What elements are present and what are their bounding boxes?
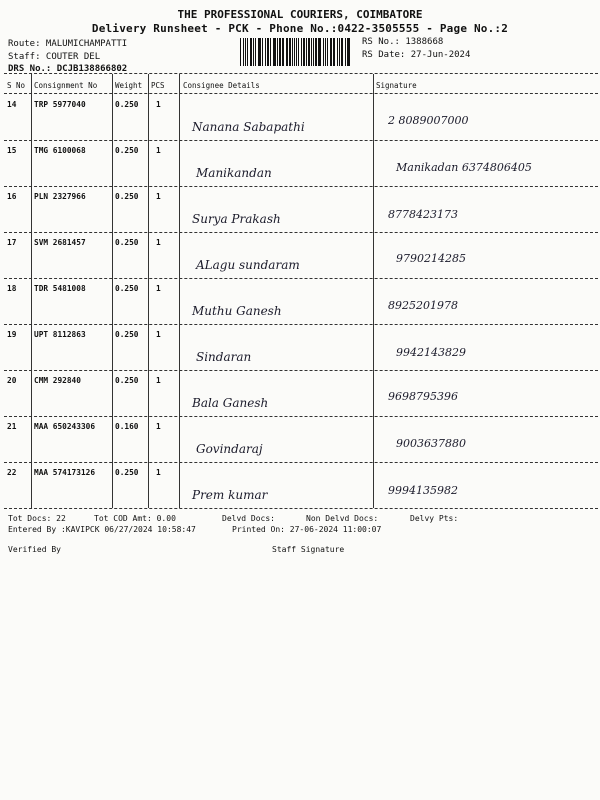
barcode-bar <box>319 38 321 66</box>
barcode-bar <box>282 38 283 66</box>
barcode-bar <box>245 38 246 66</box>
meta-right <box>362 36 470 61</box>
non-delivered-docs: Non Delvd Docs: <box>306 514 379 523</box>
consignee-handwriting: Surya Prakash <box>192 212 281 226</box>
row-divider <box>4 370 598 371</box>
row-divider <box>4 186 598 187</box>
header-bottom-rule <box>4 93 598 94</box>
cell-weight: 0.250 <box>115 330 139 339</box>
col-consignment: Consignment No <box>34 81 98 90</box>
barcode-bar <box>318 38 319 66</box>
signature-handwriting: 9790214285 <box>396 252 466 265</box>
delivery-points: Delvy Pts: <box>410 514 459 523</box>
barcode-bar <box>253 38 254 66</box>
cell-sno: 19 <box>7 330 17 339</box>
printed-on: Printed On: 27-06-2024 11:00:07 <box>232 525 382 534</box>
rs-date: RS Date: 27-Jun-2024 <box>362 49 471 60</box>
col-signature: Signature <box>376 81 417 90</box>
barcode-bar <box>315 38 316 66</box>
cell-sno: 14 <box>7 100 17 109</box>
drs-number: DRS No.: DCJB138866802 <box>8 64 128 74</box>
barcode-bar <box>311 38 312 66</box>
signature-handwriting: 9994135982 <box>388 484 458 497</box>
row-divider <box>4 278 598 279</box>
cell-sno: 18 <box>7 284 17 293</box>
cell-consignment: TDR 5481008 <box>34 284 86 293</box>
barcode-bar <box>274 38 275 66</box>
consignee-handwriting: Manikandan <box>196 166 272 180</box>
barcode-bar <box>273 38 274 66</box>
cell-sno: 16 <box>7 192 17 201</box>
delivered-docs: Delvd Docs: <box>222 514 275 523</box>
barcode-bar <box>327 38 328 66</box>
cell-weight: 0.250 <box>115 100 139 109</box>
barcode-bar <box>337 38 338 66</box>
table-bottom-rule <box>4 508 598 509</box>
col-pcs: PCS <box>151 81 165 90</box>
barcode-bar <box>296 38 297 66</box>
barcode-bar <box>247 38 248 66</box>
barcode-bar <box>334 38 335 66</box>
cell-consignment: SVM 2681457 <box>34 238 86 247</box>
row-divider <box>4 324 598 325</box>
barcode-bar <box>250 38 252 66</box>
cell-consignment: MAA 650243306 <box>34 422 96 431</box>
consignee-handwriting: Govindaraj <box>196 442 263 456</box>
barcode-bar <box>301 38 302 66</box>
signature-handwriting: 2 8089007000 <box>388 114 469 127</box>
cell-sno: 17 <box>7 238 17 247</box>
cell-consignment: CMM 292840 <box>34 376 81 385</box>
barcode-bar <box>259 38 260 66</box>
cell-weight: 0.250 <box>115 238 139 247</box>
row-divider <box>4 232 598 233</box>
cell-weight: 0.250 <box>115 376 139 385</box>
row-divider <box>4 140 598 141</box>
cell-pcs: 1 <box>156 468 161 477</box>
barcode-bar <box>306 38 307 66</box>
cell-weight: 0.250 <box>115 192 139 201</box>
cell-pcs: 1 <box>156 376 161 385</box>
signature-handwriting: 9942143829 <box>396 346 466 359</box>
barcode-bar <box>267 38 269 66</box>
barcode-bar <box>270 38 271 66</box>
barcode-bar <box>289 38 290 66</box>
barcode <box>240 38 352 66</box>
barcode-bar <box>308 38 309 66</box>
staff-signature: Staff Signature <box>272 545 345 554</box>
barcode-bar <box>255 38 256 66</box>
barcode-bar <box>286 38 288 66</box>
consignee-handwriting: Nanana Sabapathi <box>192 120 305 134</box>
barcode-bar <box>341 38 343 66</box>
cell-weight: 0.160 <box>115 422 139 431</box>
cell-consignment: UPT 8112863 <box>34 330 86 339</box>
consignee-handwriting: Prem kumar <box>192 488 268 502</box>
cell-pcs: 1 <box>156 238 161 247</box>
cell-sno: 20 <box>7 376 17 385</box>
cell-pcs: 1 <box>156 100 161 109</box>
cell-weight: 0.250 <box>115 284 139 293</box>
cell-sno: 21 <box>7 422 17 431</box>
barcode-bar <box>348 38 349 66</box>
verified-by: Verified By <box>8 545 61 554</box>
barcode-bar <box>277 38 278 66</box>
barcode-bar <box>303 38 305 66</box>
consignee-handwriting: Bala Ganesh <box>192 396 269 410</box>
runsheet-title: Delivery Runsheet - PCK - Phone No.:0422-3505555 - Page No.:2 <box>91 22 509 35</box>
barcode-bar <box>294 38 295 66</box>
barcode-bar <box>339 38 340 66</box>
cell-sno: 22 <box>7 468 17 477</box>
barcode-bar <box>279 38 280 66</box>
barcode-bar <box>292 38 293 66</box>
consignee-handwriting: Sindaran <box>196 350 252 364</box>
cell-pcs: 1 <box>156 330 161 339</box>
cell-sno: 15 <box>7 146 17 155</box>
barcode-bar <box>323 38 324 66</box>
route-text: Route: MALUMICHAMPATTI <box>8 39 128 49</box>
barcode-bar <box>330 38 331 66</box>
cell-pcs: 1 <box>156 192 161 201</box>
col-consignee: Consignee Details <box>183 81 260 90</box>
cell-pcs: 1 <box>156 284 161 293</box>
header-top-rule <box>4 73 598 74</box>
cell-consignment: TMG 6100068 <box>34 146 86 155</box>
barcode-bar <box>265 38 266 66</box>
entered-by: Entered By :KAVIPCK 06/27/2024 10:58:47 <box>8 525 196 534</box>
cell-consignment: MAA 574173126 <box>34 468 96 477</box>
barcode-bar <box>283 38 284 66</box>
row-divider <box>4 416 598 417</box>
barcode-bar <box>298 38 299 66</box>
consignee-handwriting: ALagu sundaram <box>196 258 300 272</box>
barcode-bar <box>243 38 244 66</box>
signature-handwriting: 9698795396 <box>388 390 458 403</box>
signature-handwriting: 8778423173 <box>388 208 458 221</box>
company-name: THE PROFESSIONAL COURIERS, COIMBATORE <box>177 8 423 21</box>
meta-left <box>8 38 127 76</box>
total-docs: Tot Docs: 22 <box>8 514 66 523</box>
total-cod: Tot COD Amt: 0.00 <box>94 514 176 523</box>
barcode-bar <box>325 38 326 66</box>
cell-weight: 0.250 <box>115 468 139 477</box>
barcode-bar <box>262 38 263 66</box>
barcode-bar <box>333 38 334 66</box>
barcode-bar <box>347 38 348 66</box>
signature-handwriting: Manikadan 6374806405 <box>396 161 532 174</box>
barcode-bar <box>345 38 346 66</box>
cell-consignment: PLN 2327966 <box>34 192 86 201</box>
cell-pcs: 1 <box>156 146 161 155</box>
cell-pcs: 1 <box>156 422 161 431</box>
cell-weight: 0.250 <box>115 146 139 155</box>
cell-consignment: TRP 5977040 <box>34 100 86 109</box>
col-weight: Weight <box>115 81 143 90</box>
signature-handwriting: 8925201978 <box>388 299 458 312</box>
barcode-bar <box>313 38 314 66</box>
signature-handwriting: 9003637880 <box>396 437 466 450</box>
staff-text: Staff: COUTER DEL <box>8 51 101 62</box>
rs-number: RS No.: 1388668 <box>362 37 444 47</box>
consignee-handwriting: Muthu Ganesh <box>192 304 282 318</box>
barcode-bar <box>240 38 241 66</box>
row-divider <box>4 462 598 463</box>
barcode-bar <box>258 38 259 66</box>
col-sno: S No <box>7 81 26 90</box>
